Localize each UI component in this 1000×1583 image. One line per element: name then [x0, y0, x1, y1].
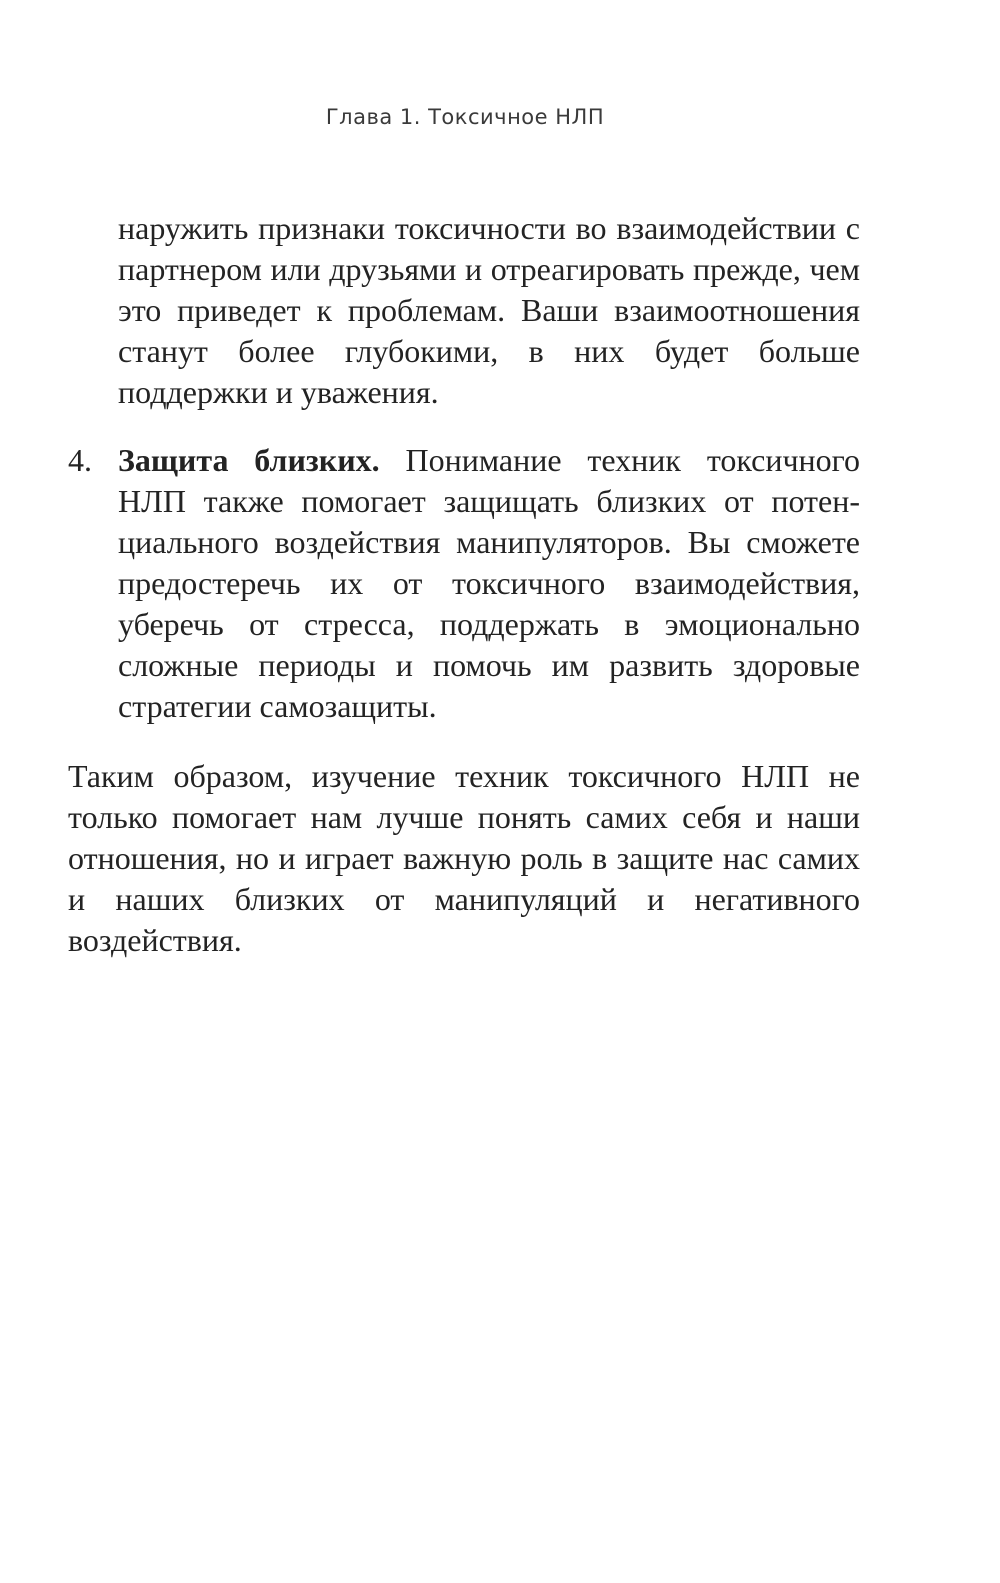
paragraph-conclusion — [68, 756, 860, 961]
paragraph-continuation — [118, 208, 860, 413]
list-item-paragraph — [118, 440, 860, 727]
list-item-text: Понимание техник токсичного НЛП также помогает защищать близких от потенциального воздействия манипуляторов. Вы сможете предостеречь их от токсичного взаимодействия, уберечь от стресса, поддержать в эмоционально сложные периоды и помочь им развить здоровые стратегии самозащиты. — [118, 442, 861, 724]
paragraph-continuation-text: наружить признаки токсичности во взаимодействии с партнером или друзьями и отреагировать прежде, чем это приведет к проблемам. Ваши взаимоотношения станут более глубокими, в них будет больше поддержки и уважения. — [118, 210, 860, 410]
list-item-number: 4. — [68, 442, 92, 478]
list-item-lead: Защита близких. — [118, 442, 380, 478]
running-head: Глава 1. Токсичное НЛП — [325, 105, 605, 129]
numbered-list-item — [68, 440, 860, 727]
list-item-body — [118, 440, 860, 727]
paragraph-conclusion-text: Таким образом, изучение техник токсичного НЛП не только помогает нам лучше понять самих себя и наши отношения, но и играет важную роль в защите нас самих и наших близких от манипуляций и негативного воздействия. — [68, 758, 860, 958]
